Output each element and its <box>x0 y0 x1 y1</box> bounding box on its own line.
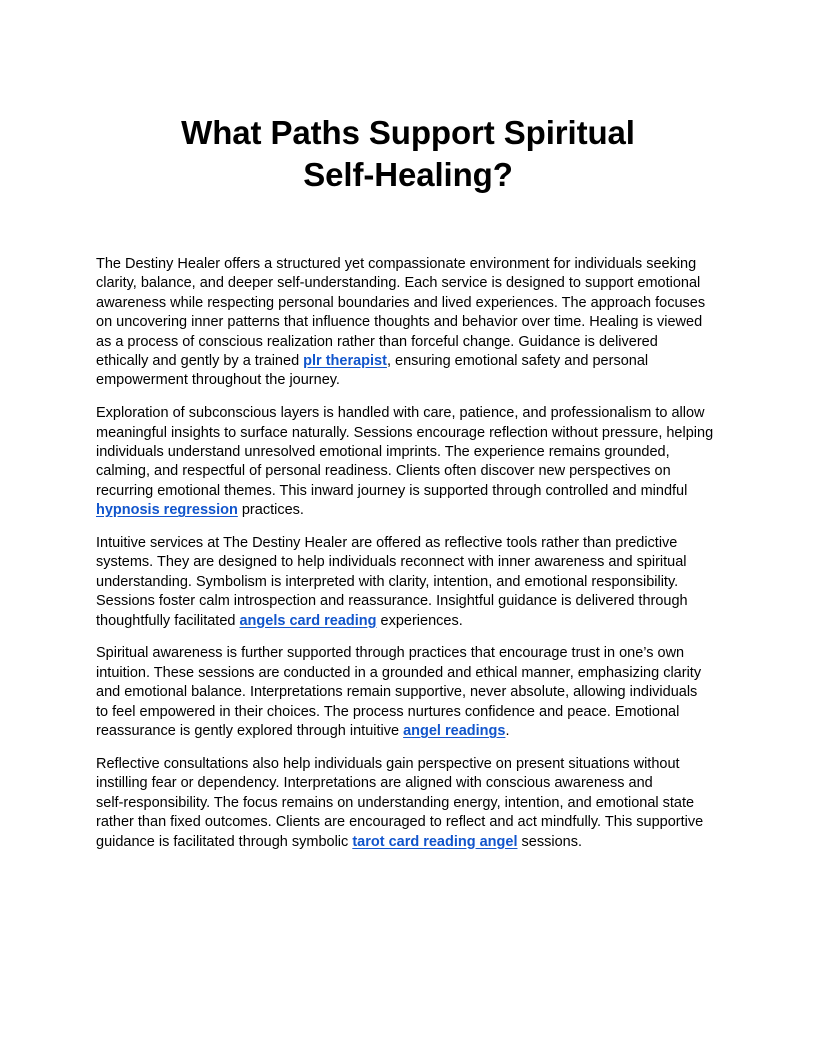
paragraph-line: instilling fear or dependency. Interpretations are aligned with conscious awareness and <box>96 775 653 792</box>
paragraph-line: as a process of conscious realization rather than forceful change. Guidance is delivered <box>96 333 658 350</box>
paragraph-line: calming, and respectful of personal readiness. Clients often discover new perspectives on <box>96 463 671 480</box>
paragraph-line: on uncovering inner patterns that influence thoughts and behavior over time. Healing is viewed <box>96 314 703 331</box>
link-line-after-text: sessions. <box>517 833 582 850</box>
paragraph-line: self-responsibility. The focus remains on understanding energy, intention, and emotional state <box>96 794 695 811</box>
paragraph-line-with-link <box>96 722 724 741</box>
link-line-after-text: . <box>505 723 510 740</box>
paragraph-line: Exploration of subconscious layers is handled with care, patience, and professionalism to allow <box>96 405 705 422</box>
paragraph <box>96 404 724 520</box>
paragraph-line: awareness while respecting personal boundaries and lived experiences. The approach focuses <box>96 294 706 311</box>
paragraph-line-with-link <box>96 352 724 371</box>
paragraph-line: meaningful insights to surface naturally. Sessions encourage reflection without pressure, helping <box>96 424 714 441</box>
hypnosis-regression-link[interactable]: hypnosis regression <box>96 502 238 519</box>
plr-therapist-link[interactable]: plr therapist <box>303 353 387 370</box>
link-line-before-text: thoughtfully facilitated <box>96 612 240 629</box>
paragraph-line: and emotional balance. Interpretations remain supportive, never absolute, allowing individuals <box>96 684 698 701</box>
paragraph-line: intuition. These sessions are conducted in a grounded and ethical manner, emphasizing clarity <box>96 664 702 681</box>
paragraph-line: The Destiny Healer offers a structured yet compassionate environment for individuals seeking <box>96 256 697 272</box>
paragraph-line-with-link <box>96 612 724 631</box>
paragraph <box>96 644 724 741</box>
title-line: What Paths Support Spiritual <box>181 114 635 151</box>
angel-readings-link[interactable]: angel readings <box>403 723 506 740</box>
link-line-after-text: experiences. <box>376 612 463 629</box>
paragraph-line: understanding. Symbolism is interpreted with clarity, intention, and emotional responsibility. <box>96 573 679 590</box>
tarot-card-reading-angel-link[interactable]: tarot card reading angel <box>352 833 518 850</box>
paragraph-line: rather than fixed outcomes. Clients are encouraged to reflect and act mindfully. This supportive <box>96 814 704 831</box>
paragraph-line: recurring emotional themes. This inward journey is supported through controlled and mindful <box>96 482 688 499</box>
paragraph-line: individuals understand unresolved emotional imprints. The experience remains grounded, <box>96 444 670 461</box>
paragraph-line: Spiritual awareness is further supported through practices that encourage trust in one’s own <box>96 645 685 662</box>
link-line-before-text: guidance is facilitated through symbolic <box>96 833 353 850</box>
paragraph-line: Intuitive services at The Destiny Healer are offered as reflective tools rather than predictive <box>96 535 678 552</box>
paragraph-line-with-link <box>96 501 724 520</box>
paragraph-line: empowerment throughout the journey. <box>96 372 340 389</box>
page-title <box>96 112 720 196</box>
link-line-before-text: ethically and gently by a trained <box>96 353 304 370</box>
paragraph <box>96 534 724 631</box>
paragraph-line: clarity, balance, and deeper self-understanding. Each service is designed to support emotional <box>96 275 701 292</box>
paragraph <box>96 755 724 852</box>
link-line-after-text: practices. <box>237 502 304 519</box>
paragraph-line: Sessions foster calm introspection and reassurance. Insightful guidance is delivered through <box>96 593 688 610</box>
paragraph-line: Reflective consultations also help individuals gain perspective on present situations without <box>96 755 680 772</box>
link-line-before-text: reassurance is gently explored through intuitive <box>96 723 404 740</box>
document-body <box>96 255 724 865</box>
paragraph-line: systems. They are designed to help individuals reconnect with inner awareness and spiritual <box>96 554 687 571</box>
paragraph <box>96 255 724 391</box>
paragraph-line-with-link <box>96 833 724 852</box>
link-line-after-text: , ensuring emotional safety and personal <box>386 353 649 370</box>
angels-card-reading-link[interactable]: angels card reading <box>239 612 377 629</box>
title-line: Self-Healing? <box>303 156 513 193</box>
paragraph-line: to feel empowered in their choices. The process nurtures confidence and peace. Emotional <box>96 703 680 720</box>
